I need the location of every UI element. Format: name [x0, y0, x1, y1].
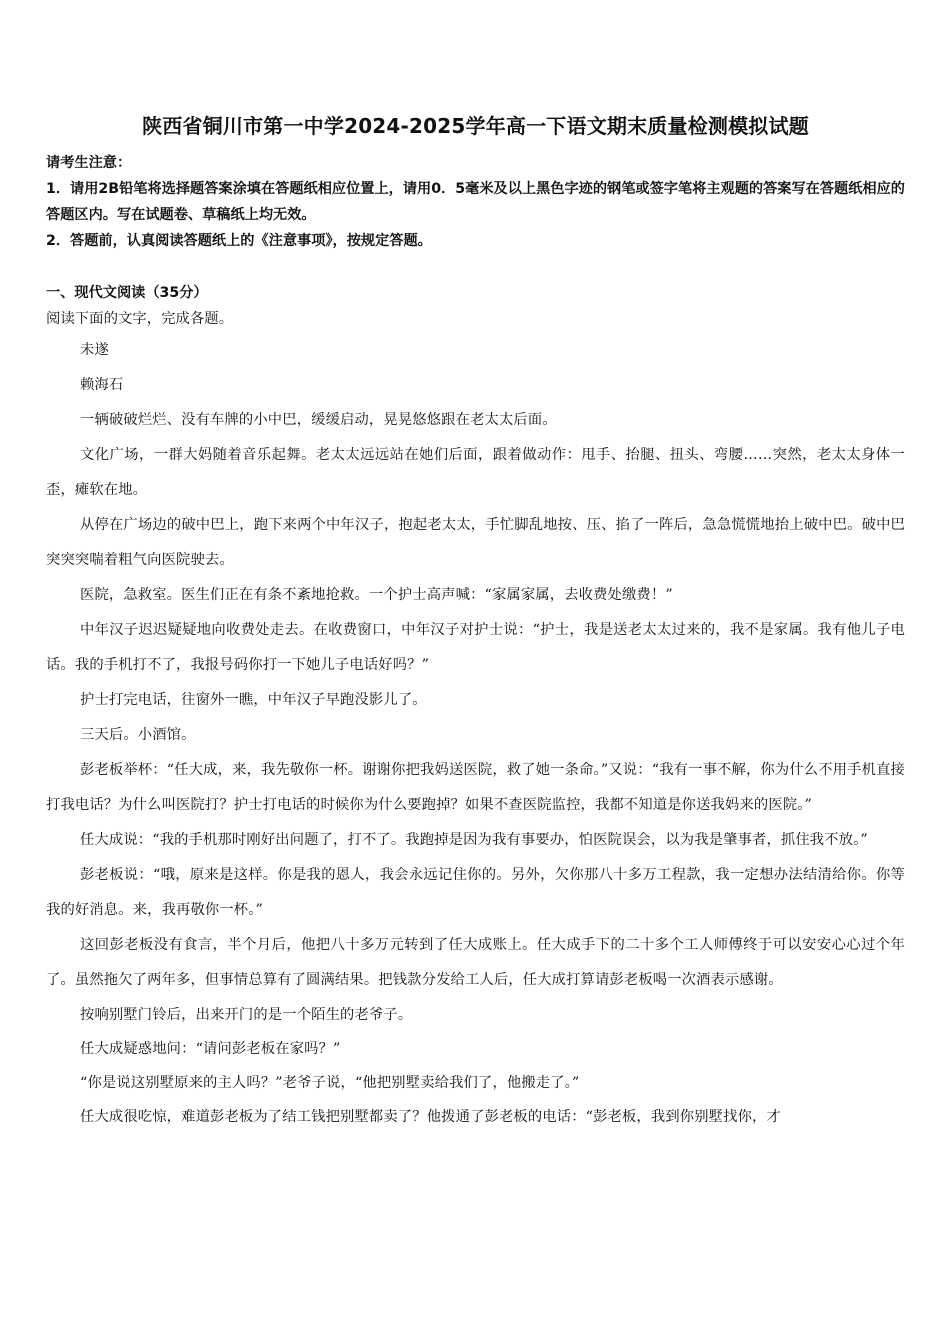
- story-paragraph: “你是说这别墅原来的主人吗？”老爷子说，“他把别墅卖给我们了，他搬走了。”: [80, 1075, 580, 1091]
- story-title: 未遂: [80, 342, 109, 358]
- story-author: 赖海石: [80, 377, 124, 393]
- story-paragraph: 彭老板说：“哦，原来是这样。你是我的恩人，我会永远记住你的。另外，欠你那八十多万工程款，我一定想办法结清给你。你等我的好消息。来，我再敬你一杯。”: [46, 867, 905, 918]
- exam-title: 陕西省铜川市第一中学2024-2025学年高一下语文期末质量检测模拟试题: [142, 114, 809, 138]
- notice-heading: 请考生注意：: [46, 155, 132, 171]
- section-intro: 阅读下面的文字，完成各题。: [46, 311, 234, 327]
- story-paragraph: 任大成很吃惊，难道彭老板为了结工钱把别墅都卖了？他拨通了彭老板的电话：“彭老板，我到你别墅找你，才: [80, 1109, 781, 1125]
- story-paragraph: 护士打完电话，往窗外一瞧，中年汉子早跑没影儿了。: [80, 692, 427, 708]
- story-paragraph: 任大成疑惑地问：“请问彭老板在家吗？”: [80, 1041, 341, 1057]
- story-paragraph: 彭老板举杯：“任大成，来，我先敬你一杯。谢谢你把我妈送医院，救了她一条命。”又说：“我有一事不解，你为什么不用手机直接打我电话？为什么叫医院打？护士打电话的时候你为什么要跑掉？如果不查医院监控，我都不知道是你送我妈来的医院。”: [46, 762, 905, 813]
- story-paragraph: 三天后。小酒馆。: [80, 727, 196, 743]
- notice-item-2: 2．答题前，认真阅读答题纸上的《注意事项》，按规定答题。: [46, 233, 432, 249]
- story-paragraph: 从停在广场边的破中巴上，跑下来两个中年汉子，抱起老太太，手忙脚乱地按、压、掐了一阵后，急急慌慌地抬上破中巴。破中巴突突突喘着粗气向医院驶去。: [46, 517, 905, 568]
- notice-item-1: 1．请用2B铅笔将选择题答案涂填在答题纸相应位置上，请用0．5毫米及以上黑色字迹的钢笔或签字笔将主观题的答案写在答题纸相应的答题区内。写在试题卷、草稿纸上均无效。: [46, 181, 905, 223]
- story-paragraph: 中年汉子迟迟疑疑地向收费处走去。在收费窗口，中年汉子对护士说：“护士，我是送老太太过来的，我不是家属。我有他儿子电话。我的手机打不了，我报号码你打一下她儿子电话好吗？”: [46, 622, 905, 673]
- story-paragraph: 按响别墅门铃后，出来开门的是一个陌生的老爷子。: [80, 1007, 413, 1023]
- section-heading: 一、现代文阅读（35分）: [46, 285, 208, 301]
- story-paragraph: 这回彭老板没有食言，半个月后，他把八十多万元转到了任大成账上。任大成手下的二十多个工人师傅终于可以安安心心过个年了。虽然拖欠了两年多，但事情总算有了圆满结果。把钱款分发给工人后，任大成打算请彭老板喝一次酒表示感谢。: [46, 937, 905, 988]
- story-paragraph: 医院，急救室。医生们正在有条不紊地抢救。一个护士高声喊：“家属家属，去收费处缴费！”: [80, 587, 673, 603]
- story-paragraph: 一辆破破烂烂、没有车牌的小中巴，缓缓启动，晃晃悠悠跟在老太太后面。: [80, 412, 557, 428]
- story-paragraph: 文化广场，一群大妈随着音乐起舞。老太太远远站在她们后面，跟着做动作：甩手、抬腿、扭头、弯腰……突然，老太太身体一歪，瘫软在地。: [46, 447, 905, 498]
- candidate-notice: [46, 150, 905, 254]
- reading-passage: [46, 333, 905, 1134]
- section-spacer: [46, 254, 905, 281]
- story-paragraph: 任大成说：“我的手机那时刚好出问题了，打不了。我跑掉是因为我有事要办，怕医院误会，以为我是肇事者，抓住我不放。”: [80, 832, 868, 848]
